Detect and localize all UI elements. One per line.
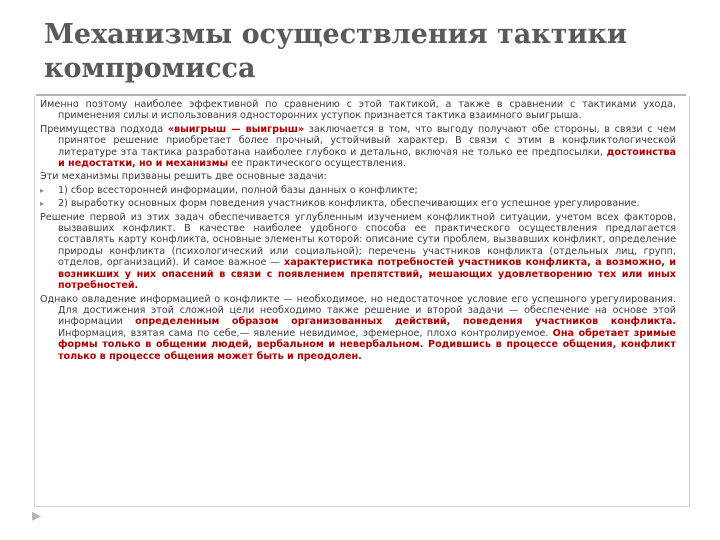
slide-title: Механизмы осуществления тактики компромисса bbox=[44, 19, 628, 84]
advantages-text-2: заключается в том, что выгоду получают обе стороны, в связи с чем принятое решение приобретает более прочный, устойчивый характер. В связи с этим в конфликтологической литературе эта тактика разработана наиболее глубоко и детально, включая не только ее предпосылки, bbox=[58, 123, 676, 158]
second-task-text-1: Однако овладение информацией о конфликте — необходимое, но недостаточное условие его успешного урегулирования. Для достижения этой сложной цели необходимо также решение и второй задачи — обеспечение на основе этой информации bbox=[40, 293, 676, 328]
list-item-task-1 bbox=[40, 185, 676, 196]
paragraph-first-task bbox=[40, 212, 676, 292]
actions-highlight: определенным образом организованных действий, поведения участников конфликта. bbox=[135, 316, 676, 328]
needs-highlight: характеристика потребностей участников конфликта, а возможно, и возникших у них опасений в связи с появлением препятствий, мешающих удовлетворению тех или иных потребностей. bbox=[58, 257, 677, 292]
list-item-task-2 bbox=[40, 198, 676, 209]
paragraph-tasks-intro: Эти механизмы призваны решить две основные задачи: bbox=[40, 171, 327, 183]
paragraph-advantages bbox=[40, 124, 676, 170]
bullet-arrow-icon: ▸ bbox=[40, 185, 45, 195]
paragraph-intro: Именно поэтому наиболее эффективной по сравнению с этой тактикой, а также в сравнении с тактиками ухода, применения силы и использования односторонних уступок признается тактика взаимного выигрыша. bbox=[40, 99, 676, 122]
mechanisms-highlight: достоинства и недостатки, но и механизмы bbox=[58, 146, 676, 170]
triangle-right-icon: ▸ bbox=[32, 505, 42, 526]
win-win-highlight: «выигрыш — выигрыш» bbox=[167, 123, 305, 135]
paragraph-second-task bbox=[40, 294, 676, 362]
advantages-text-3: ее практического осуществления. bbox=[228, 158, 406, 170]
first-task-text: Решение первой из этих задач обеспечивается углубленным изучением конфликтной ситуации, учетом всех факторов, вызвавших конфликт. В качестве наиболее удобного способа ее практического осуществления предлагается составлять карту конфликта, основные элементы которой: описание сути проблем, вызвавших конфликт, определение природы конфликта (психологический или социальной); перечень участников конфликта (отдельных лиц, групп, отделов, организаций). И самое важное — bbox=[40, 211, 676, 269]
second-task-text-2: Информация, взятая сама по себе,— явление невидимое, эфемерное, плохо контролируемое. bbox=[58, 327, 553, 339]
task-2-text: 2) выработку основных форм поведения участников конфликта, обеспечивающих его успешное урегулирование. bbox=[58, 198, 640, 210]
bullet-arrow-icon: ▸ bbox=[40, 199, 45, 209]
task-1-text: 1) сбор всесторонней информации, полной базы данных о конфликте; bbox=[58, 184, 418, 196]
slide-body bbox=[40, 99, 676, 364]
communication-highlight: Она обретает зримые формы только в общении людей, вербальном и невербальном. Родившись в процессе общения, конфликт только в процессе общения может быть и преодолен. bbox=[58, 327, 676, 362]
advantages-text-1: Преимущества подхода bbox=[40, 123, 168, 135]
